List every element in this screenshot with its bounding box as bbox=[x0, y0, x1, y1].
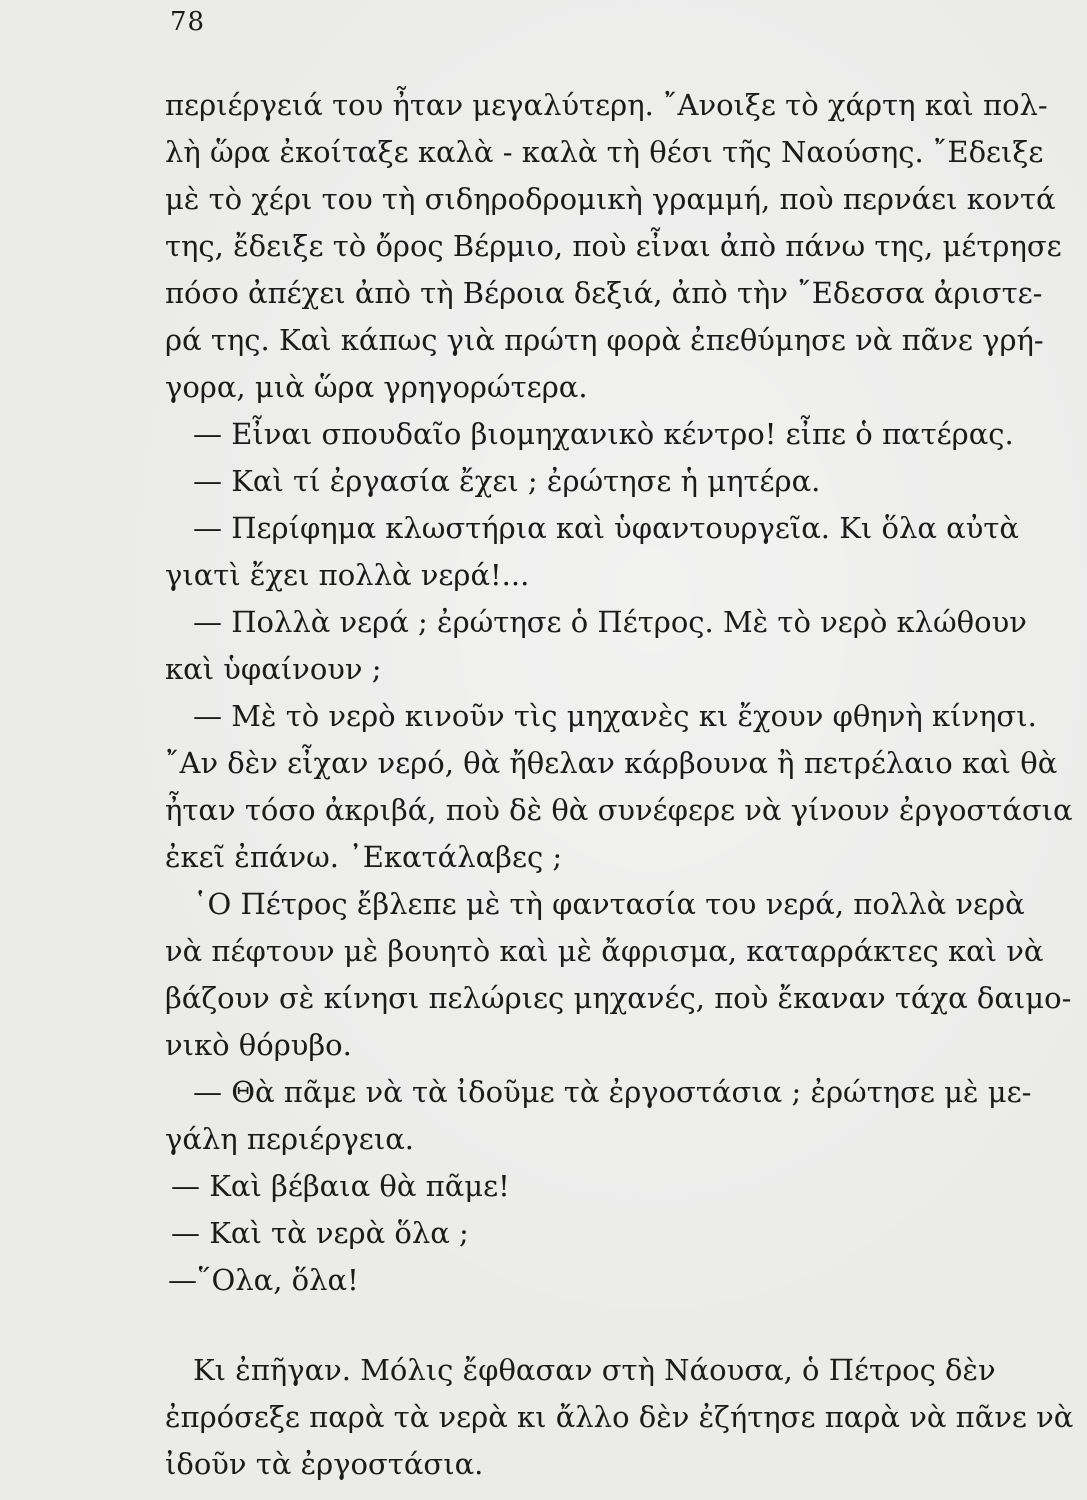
body-text bbox=[165, 82, 1074, 1488]
text-line: γορα, μιὰ ὥρα γρηγορώτερα. bbox=[165, 370, 588, 404]
text-line: περιέργειά του ἦταν μεγαλύτερη. ῎Ανοιξε τὸ χάρτη καὶ πολ- bbox=[165, 88, 1048, 122]
text-line: της, ἔδειξε τὸ ὄρος Βέρμιο, ποὺ εἶναι ἀπὸ πάνω της, μέτρησε bbox=[165, 229, 1062, 263]
text-line: — Περίφημα κλωστήρια καὶ ὑφαντουργεῖα. Κι ὅλα αὐτὰ bbox=[193, 511, 1019, 545]
text-line: Κι ἐπῆγαν. Μόλις ἔφθασαν στὴ Νάουσα, ὁ Πέτρος δὲν bbox=[193, 1353, 996, 1387]
text-line: — Θὰ πᾶμε νὰ τὰ ἰδοῦμε τὰ ἐργοστάσια ; ἐρώτησε μὲ με- bbox=[193, 1075, 1032, 1109]
text-line: — Καὶ τί ἐργασία ἔχει ; ἐρώτησε ἡ μητέρα. bbox=[193, 464, 821, 498]
text-line: ρά της. Καὶ κάπως γιὰ πρώτη φορὰ ἐπεθύμησε νὰ πᾶνε γρή- bbox=[165, 323, 1044, 357]
text-line: ἐκεῖ ἐπάνω. ᾿Εκατάλαβες ; bbox=[165, 840, 563, 874]
text-line: πόσο ἀπέχει ἀπὸ τὴ Βέροια δεξιά, ἀπὸ τὴν ῎Εδεσσα ἀριστε- bbox=[165, 276, 1043, 310]
text-line: νικὸ θόρυβο. bbox=[165, 1028, 352, 1062]
text-line: λὴ ὥρα ἐκοίταξε καλὰ - καλὰ τὴ θέσι τῆς Ναούσης. ῎Εδειξε bbox=[165, 135, 1044, 169]
text-line: — Μὲ τὸ νερὸ κινοῦν τὶς μηχανὲς κι ἔχουν φθηνὴ κίνησι. bbox=[193, 699, 1037, 733]
text-line: νὰ πέφτουν μὲ βουητὸ καὶ μὲ ἄφρισμα, καταρράκτες καὶ νὰ bbox=[165, 934, 1044, 968]
text-line: — Πολλὰ νερά ; ἐρώτησε ὁ Πέτρος. Μὲ τὸ νερὸ κλώθουν bbox=[193, 605, 1027, 639]
text-line: βάζουν σὲ κίνησι πελώριες μηχανές, ποὺ ἔκαναν τάχα δαιμο- bbox=[165, 981, 1072, 1015]
text-line: γάλη περιέργεια. bbox=[165, 1122, 414, 1156]
page-number: 78 bbox=[170, 7, 206, 37]
text-line: ἐπρόσεξε παρὰ τὰ νερὰ κι ἄλλο δὲν ἐζήτησε παρὰ νὰ πᾶνε νὰ bbox=[165, 1400, 1074, 1434]
text-line: —῞Ολα, ὅλα! bbox=[168, 1263, 359, 1297]
text-line: — Εἶναι σπουδαῖο βιομηχανικὸ κέντρο! εἶπε ὁ πατέρας. bbox=[193, 417, 1014, 451]
text-line: ῾Ο Πέτρος ἔβλεπε μὲ τὴ φαντασία του νερά, πολλὰ νερὰ bbox=[193, 887, 1025, 921]
text-line: — Καὶ βέβαια θὰ πᾶμε! bbox=[171, 1169, 510, 1203]
text-line: ἦταν τόσο ἀκριβά, ποὺ δὲ θὰ συνέφερε νὰ γίνουν ἐργοστάσια bbox=[165, 793, 1073, 827]
text-line: ῎Αν δὲν εἶχαν νερό, θὰ ἤθελαν κάρβουνα ἢ πετρέλαιο καὶ θὰ bbox=[165, 746, 1058, 780]
text-line: μὲ τὸ χέρι του τὴ σιδηροδρομικὴ γραμμή, ποὺ περνάει κοντά bbox=[165, 182, 1056, 216]
text-line: — Καὶ τὰ νερὰ ὅλα ; bbox=[171, 1216, 469, 1250]
text-line: ἰδοῦν τὰ ἐργοστάσια. bbox=[165, 1447, 484, 1481]
text-line: γιατὶ ἔχει πολλὰ νερά!... bbox=[165, 558, 530, 592]
text-line: καὶ ὑφαίνουν ; bbox=[165, 652, 382, 686]
